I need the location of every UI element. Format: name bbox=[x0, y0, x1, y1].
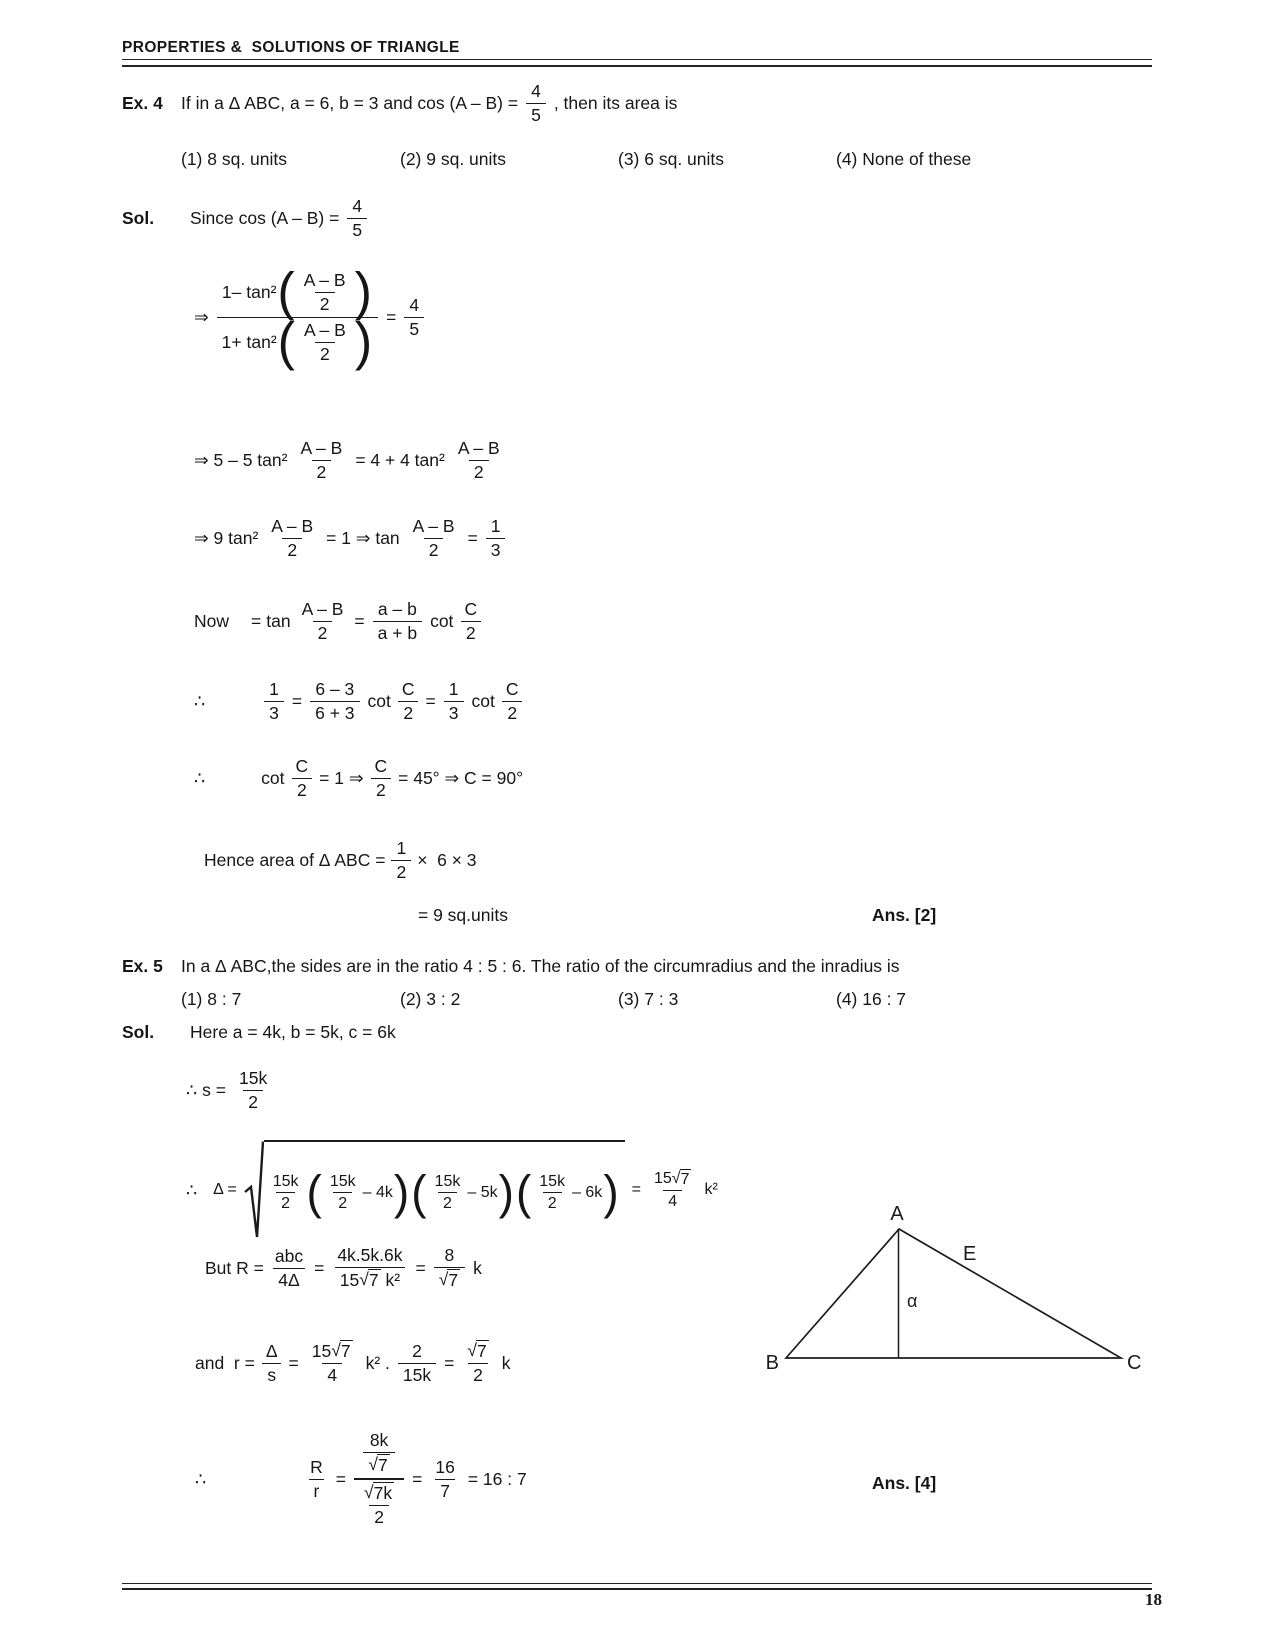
numerator bbox=[462, 1339, 493, 1363]
ex4-sol-line2 bbox=[194, 262, 427, 372]
ex4-sol-line3 bbox=[194, 437, 508, 484]
k-text: k bbox=[473, 1257, 482, 1278]
minus-4k-text: – 4k bbox=[362, 1183, 393, 1201]
ex5-sol-line5 bbox=[195, 1339, 510, 1387]
page-title: PROPERTIES & SOLUTIONS OF TRIANGLE bbox=[122, 39, 460, 56]
ex4-question-post: , then its area is bbox=[553, 93, 678, 113]
therefore-icon: ∴ bbox=[186, 1179, 198, 1200]
numerator bbox=[359, 1481, 399, 1505]
equals: = bbox=[354, 611, 365, 631]
fraction-15k-2: $\frac{15k}{2}$ bbox=[430, 1171, 466, 1214]
ex5-answer: Ans. [4] bbox=[872, 1473, 937, 1493]
nested-numerator bbox=[358, 1428, 399, 1478]
ex4-options bbox=[181, 149, 971, 170]
equals: = bbox=[314, 1257, 325, 1278]
fraction-8-root7: 8 √ 7 bbox=[434, 1244, 465, 1292]
num-text: 1– tan² bbox=[221, 282, 277, 302]
nested-denominator bbox=[354, 1478, 404, 1530]
fraction-4-5: $\frac{4}{5}$ bbox=[347, 195, 367, 242]
step-text: = 1 ⇒ bbox=[319, 768, 364, 788]
product-text: × 6 × 3 bbox=[417, 850, 477, 870]
equals: = bbox=[386, 307, 397, 327]
k-squared-text: k² bbox=[380, 1269, 401, 1290]
ex5-sol-line2 bbox=[186, 1067, 275, 1114]
equals: = bbox=[412, 1468, 423, 1489]
fraction-4-5: $\frac{4}{5}$ bbox=[526, 80, 546, 127]
k-text: k bbox=[501, 1352, 511, 1373]
fraction-c-2: $\frac{C}{2}$ bbox=[459, 598, 482, 645]
triangle-abc bbox=[786, 1229, 1121, 1358]
ex4-sol-label: Sol. bbox=[122, 208, 155, 228]
fraction-15k-2: $\frac{15k}{2}$ bbox=[534, 1171, 570, 1214]
step-text: = 45° ⇒ C = 90° bbox=[398, 768, 524, 788]
fraction-2-15k: $\frac{2}{15k}$ bbox=[398, 1340, 436, 1387]
ex5-sol-label: Sol. bbox=[122, 1022, 155, 1042]
fraction-1-3: $\frac{1}{3}$ bbox=[264, 678, 284, 725]
cot-text: cot bbox=[471, 691, 495, 711]
alpha-label: α bbox=[907, 1291, 918, 1311]
therefore-icon: ∴ bbox=[186, 1080, 198, 1100]
sqrt7k-icon: √ 7k bbox=[364, 1482, 393, 1503]
ex5-sol-line4 bbox=[205, 1244, 482, 1292]
ex5-options bbox=[181, 989, 906, 1010]
ex4-sol-line4 bbox=[194, 515, 508, 562]
left-paren: ( bbox=[306, 1165, 322, 1219]
cot-text: cot bbox=[367, 691, 391, 711]
fraction-root7k-2: √ 7k 2 bbox=[359, 1481, 399, 1529]
fraction-4k5k6k: 4k.5k.6k 15 √ 7 k² bbox=[332, 1244, 407, 1292]
therefore-icon: ∴ bbox=[194, 691, 206, 711]
now-text: Now bbox=[194, 611, 230, 631]
ex4-sol-line7 bbox=[194, 755, 523, 802]
sol-text: Since cos (A – B) = bbox=[190, 208, 340, 228]
ex4-sol-line8 bbox=[204, 837, 477, 884]
left-paren: ( bbox=[277, 262, 295, 322]
minus-5k-text: – 5k bbox=[467, 1183, 498, 1201]
fraction-4-5: $\frac{4}{5}$ bbox=[404, 294, 424, 341]
ex5-option-2: (2) 3 : 2 bbox=[400, 989, 461, 1009]
fraction-ab-2: $\frac{A - B}{2}$ bbox=[457, 438, 500, 482]
fraction-15k-2: $\frac{15k}{2}$ bbox=[325, 1171, 361, 1214]
sqrt7-icon: √ 7 bbox=[359, 1269, 379, 1290]
result-text: = 9 sq.units bbox=[418, 905, 508, 925]
left-paren: ( bbox=[277, 312, 295, 372]
fraction-abc-4delta: $\frac{\text{abc}}{4\Delta}$ bbox=[274, 1245, 304, 1290]
ex5-option-3: (3) 7 : 3 bbox=[618, 989, 679, 1009]
cot-text: cot bbox=[261, 768, 285, 788]
fraction-ab-2: $\frac{A - B}{2}$ bbox=[412, 516, 455, 560]
coef-text: 15 bbox=[311, 1340, 332, 1361]
coef-text: 15 bbox=[339, 1269, 360, 1290]
equals: = bbox=[444, 1352, 455, 1373]
big-fraction bbox=[217, 262, 378, 372]
fraction-ab-2: $\frac{A - B}{2}$ bbox=[300, 438, 343, 482]
ex4-sol-line6 bbox=[194, 678, 525, 725]
sqrt7-icon: √ 7 bbox=[671, 1169, 690, 1188]
ex4-label: Ex. 4 bbox=[122, 93, 163, 113]
den-text: 1+ tan² bbox=[221, 332, 277, 352]
denominator bbox=[363, 1452, 394, 1477]
nested-fraction bbox=[354, 1428, 404, 1530]
right-paren: ) bbox=[498, 1165, 514, 1219]
ex5-sol-line1 bbox=[190, 1022, 396, 1043]
fraction-delta-s: $\frac{\Delta}{s}$ bbox=[261, 1340, 283, 1387]
equals: = bbox=[425, 691, 436, 711]
equals: = bbox=[251, 611, 262, 631]
page-number: 18 bbox=[1145, 1590, 1162, 1609]
big-fraction-numerator bbox=[217, 262, 378, 322]
point-e-label: E bbox=[963, 1243, 977, 1265]
ex4-question-pre: If in a Δ ABC, a = 6, b = 3 and cos (A – B) = bbox=[181, 93, 519, 113]
sqrt7-icon: √ 7 bbox=[438, 1269, 459, 1290]
ratio-text: = 16 : 7 bbox=[467, 1468, 527, 1489]
vertex-c-label: C bbox=[1127, 1352, 1142, 1374]
therefore-icon: ∴ bbox=[194, 768, 206, 788]
ex4-sol-line5 bbox=[194, 598, 483, 645]
sqrt7-icon: √ 7 bbox=[368, 1454, 388, 1475]
fraction-1-3: $\frac{1}{3}$ bbox=[444, 678, 464, 725]
ex5-label: Ex. 5 bbox=[122, 956, 163, 976]
radicand bbox=[264, 1140, 625, 1240]
k-squared-text: k² bbox=[704, 1181, 718, 1199]
ex4-option-3: (3) 6 sq. units bbox=[618, 149, 725, 169]
fraction-ab-2: $\frac{A - B}{2}$ bbox=[301, 599, 344, 643]
ex4-sol-line1 bbox=[190, 195, 370, 242]
cot-text: cot bbox=[430, 611, 454, 631]
step-text: = 4 + 4 tan² bbox=[355, 450, 445, 470]
step-text: = 1 ⇒ tan bbox=[326, 528, 400, 548]
ex4-option-1: (1) 8 sq. units bbox=[181, 149, 288, 169]
ex5-sol-line6 bbox=[195, 1428, 527, 1530]
fraction-c-2: $\frac{C}{2}$ bbox=[291, 755, 314, 802]
equals: = bbox=[288, 1352, 299, 1373]
fraction-c-2: $\frac{C}{2}$ bbox=[501, 678, 524, 725]
coef-text: 15 bbox=[653, 1170, 672, 1188]
implies-icon: ⇒ bbox=[194, 307, 209, 327]
fraction-c-2: $\frac{C}{2}$ bbox=[369, 755, 392, 802]
square-root bbox=[244, 1140, 625, 1240]
ex4-sol-line9 bbox=[418, 905, 508, 926]
equals: = bbox=[467, 528, 478, 548]
step-text: ⇒ 5 – 5 tan² bbox=[194, 450, 288, 470]
step-text: ⇒ 9 tan² bbox=[194, 528, 259, 548]
fraction-ab-2: $\frac{A - B}{2}$ bbox=[271, 516, 314, 560]
hence-text: Hence area of Δ ABC = bbox=[204, 850, 386, 870]
sqrt7-icon: √ 7 bbox=[331, 1340, 351, 1361]
left-paren: ( bbox=[515, 1165, 532, 1219]
fraction-amb-apb: $\frac{a - b}{a + b}$ bbox=[373, 598, 422, 645]
vertex-a-label: A bbox=[890, 1203, 904, 1225]
delta-equals-text: Δ = bbox=[213, 1181, 237, 1199]
and-r-text: and r = bbox=[195, 1352, 255, 1373]
ex4-option-2: (2) 9 sq. units bbox=[400, 149, 507, 169]
triangle-diagram bbox=[735, 1140, 1165, 1390]
denominator bbox=[434, 1267, 465, 1292]
equals: = bbox=[631, 1181, 641, 1199]
ex5-question bbox=[181, 956, 900, 977]
s-equals-text: s = bbox=[202, 1080, 226, 1100]
equals: = bbox=[335, 1468, 347, 1489]
right-paren: ) bbox=[603, 1165, 619, 1219]
ex4-option-4: (4) None of these bbox=[836, 149, 972, 169]
big-fraction-denominator bbox=[217, 312, 378, 372]
fraction-16-7: $\frac{16}{7}$ bbox=[435, 1456, 455, 1501]
ex5-option-1: (1) 8 : 7 bbox=[181, 989, 242, 1009]
tan-text: tan bbox=[266, 611, 291, 631]
fraction-R-r: $\frac{R}{r}$ bbox=[310, 1456, 323, 1501]
sqrt7-icon: √ 7 bbox=[467, 1340, 487, 1361]
fraction-15root7-4: 15 √ 7 4 bbox=[649, 1168, 696, 1212]
footer-rule bbox=[122, 1583, 1152, 1590]
fraction-ab-2: $\frac{A - B}{2}$ bbox=[303, 270, 346, 314]
k-squared-dot-text: k² . bbox=[365, 1352, 390, 1373]
therefore-icon: ∴ bbox=[195, 1468, 207, 1489]
sol-text: Here a = 4k, b = 5k, c = 6k bbox=[190, 1022, 396, 1042]
fraction-8k-root7: 8k √ 7 bbox=[363, 1429, 394, 1477]
ex5-sol-line3 bbox=[186, 1140, 718, 1240]
equals: = bbox=[415, 1257, 426, 1278]
fraction-15root7-4: 15 √ 7 4 bbox=[307, 1339, 358, 1387]
radical-icon bbox=[244, 1140, 264, 1240]
fraction-c-2: $\frac{C}{2}$ bbox=[397, 678, 420, 725]
right-paren: ) bbox=[393, 1165, 410, 1219]
vertex-b-label: B bbox=[765, 1352, 779, 1374]
fraction-1-3: $\frac{1}{3}$ bbox=[486, 515, 506, 562]
equals: = bbox=[291, 691, 303, 711]
fraction-63-63: $\frac{6 - 3}{6 + 3}$ bbox=[310, 678, 359, 725]
right-paren: ) bbox=[354, 312, 373, 372]
numerator bbox=[307, 1339, 358, 1363]
ex5-question-text: In a Δ ABC,the sides are in the ratio 4 : 5 : 6. The ratio of the circumradius and the inradius is bbox=[181, 956, 900, 976]
fraction-root7-2: √ 7 2 bbox=[462, 1339, 493, 1387]
ex4-question bbox=[181, 80, 677, 127]
numerator bbox=[649, 1168, 696, 1190]
right-paren: ) bbox=[354, 262, 372, 322]
header-rule bbox=[122, 59, 1152, 67]
minus-6k-text: – 6k bbox=[572, 1183, 603, 1201]
fraction-ab-2: $\frac{A - B}{2}$ bbox=[303, 320, 346, 364]
denominator bbox=[335, 1267, 405, 1292]
left-paren: ( bbox=[411, 1165, 427, 1219]
fraction-1-2: $\frac{1}{2}$ bbox=[391, 837, 411, 884]
fraction-15k-2: $\frac{15k}{2}$ bbox=[238, 1068, 268, 1112]
fraction-15k-2: $\frac{15k}{2}$ bbox=[268, 1171, 304, 1214]
ex5-option-4: (4) 16 : 7 bbox=[836, 989, 907, 1009]
ex4-answer: Ans. [2] bbox=[872, 905, 937, 925]
but-r-text: But R = bbox=[205, 1257, 264, 1278]
